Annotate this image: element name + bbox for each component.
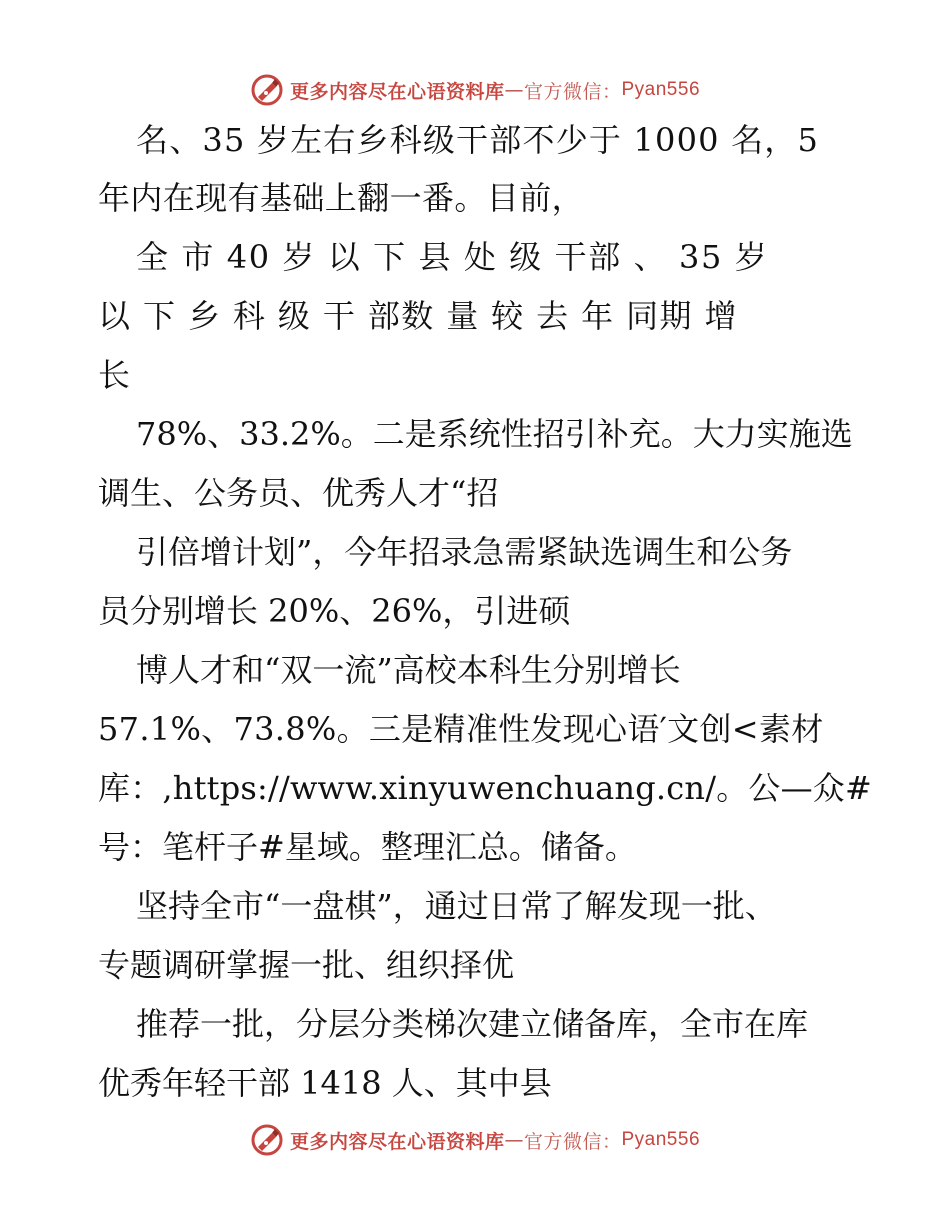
- footer-separator: —: [504, 1129, 524, 1151]
- header-banner: [0, 70, 950, 110]
- footer-wechat-label: 官方微信：: [523, 1130, 622, 1153]
- text-line: 以 下 乡 科 级 干 部数 量 较 去 年 同期 增: [98, 297, 738, 335]
- header-wechat-label: 官方微信：: [523, 80, 622, 103]
- header-site-text: 更多内容尽在心语资料库: [289, 80, 505, 103]
- text-line: 推荐一批，分层分类梯次建立储备库，全市在库: [136, 1005, 809, 1043]
- text-line: 员分别增长 20%、26%，引进硕: [98, 592, 571, 630]
- footer-banner: [0, 1120, 950, 1160]
- text-line: 博人才和“双一流”高校本科生分别增长: [136, 651, 681, 689]
- footer-site-text: 更多内容尽在心语资料库: [289, 1130, 505, 1153]
- footer-wechat-id: Pyan556: [621, 1129, 701, 1150]
- text-line: 78%、33.2%。二是系统性招引补充。大力实施选: [136, 415, 853, 453]
- pen-logo-icon: [250, 73, 284, 107]
- text-line: 名、35 岁左右乡科级干部不少于 1000 名，5: [136, 121, 820, 159]
- text-line: 专题调研掌握一批、组织择优: [98, 946, 515, 984]
- header-separator: —: [504, 79, 524, 101]
- pen-logo-icon: [250, 1123, 284, 1157]
- text-line: 长: [98, 356, 131, 394]
- text-line: 号：笔杆子#星域。整理汇总。储备。: [98, 828, 637, 866]
- text-line: 年内在现有基础上翻一番。目前，: [98, 179, 585, 217]
- text-line: 引倍增计划”，今年招录急需紧缺选调生和公务: [136, 533, 793, 571]
- text-line: 调生、公务员、优秀人才“招: [98, 474, 499, 512]
- text-line: 坚持全市“一盘棋”，通过日常了解发现一批、: [136, 887, 777, 925]
- header-wechat-id: Pyan556: [621, 79, 701, 100]
- text-line: 全 市 40 岁 以 下 县 处 级 干部 、 35 岁: [136, 238, 769, 276]
- text-line: 优秀年轻干部 1418 人、其中县: [98, 1064, 552, 1102]
- text-line: 57.1%、73.8%。三是精准性发现心语′文创<素材: [98, 710, 824, 748]
- text-line: 库：,https://www.xinyuwenchuang.cn/。公—众#: [98, 769, 873, 807]
